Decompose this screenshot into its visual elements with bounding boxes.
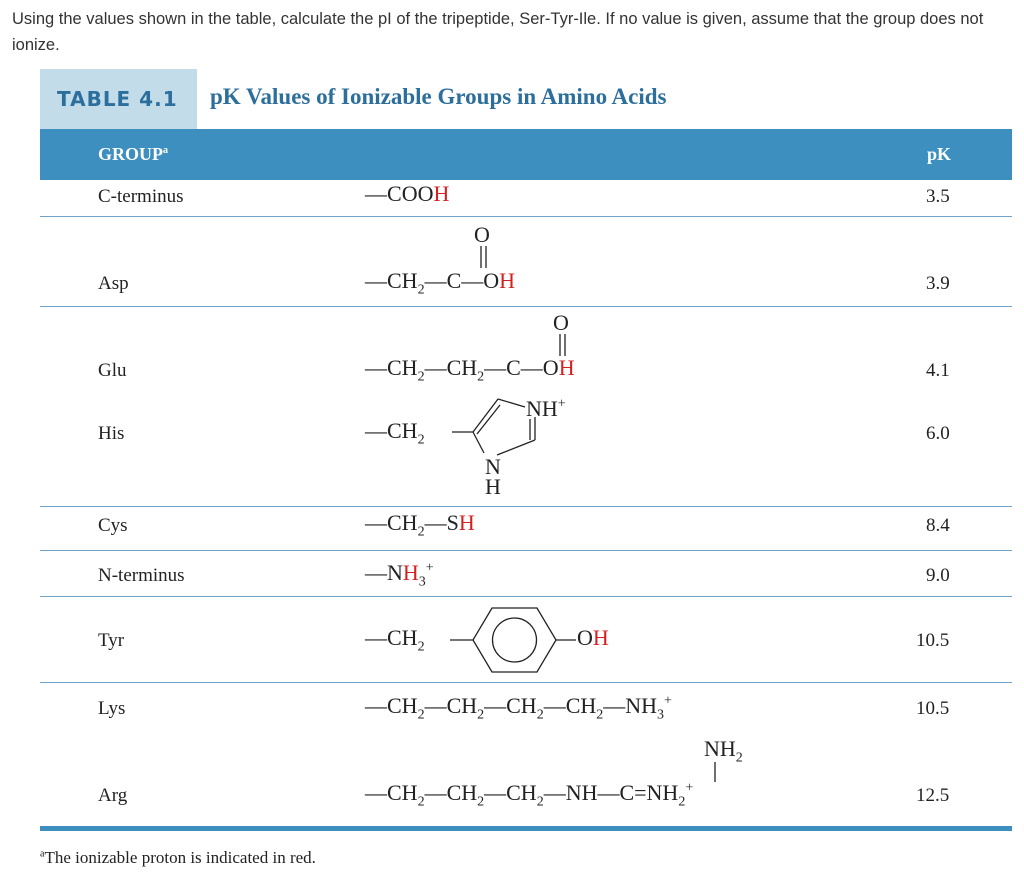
header-group-note: a (163, 145, 168, 156)
formula-sub: 2 (678, 794, 686, 810)
his-nh-plus (526, 396, 566, 422)
ionizable-proton: H (458, 510, 475, 535)
table-footnote (40, 848, 316, 868)
formula-nterminus (365, 560, 434, 590)
header-pk: pK (927, 144, 952, 164)
row-name-nterminus: N-terminus (98, 565, 185, 586)
table-title: pK Values of Ionizable Groups in Amino Acids (210, 84, 667, 109)
formula-sub: 2 (536, 794, 544, 810)
formula-sub: 2 (417, 639, 425, 655)
ionizable-proton: H (433, 181, 450, 206)
row-divider (40, 306, 1012, 307)
arg-single-bond (712, 762, 718, 784)
formula-charge: + (664, 693, 672, 709)
formula-part: —N (365, 560, 403, 585)
table-header-bar (40, 129, 1012, 180)
formula-sub: 3 (418, 574, 426, 590)
row-name-lys: Lys (98, 698, 126, 719)
question-text: Using the values shown in the table, calculate the pI of the tripeptide, Ser-Tyr-Ile. If no value is given, assume that the group does not ionize. (12, 10, 984, 54)
formula-sub: 2 (417, 369, 425, 385)
formula-part: —NH (603, 693, 658, 718)
formula-part: —S (424, 510, 459, 535)
formula-sub: 2 (417, 432, 425, 448)
formula-part: —CH (365, 268, 418, 293)
formula-part: —C—O (484, 355, 559, 380)
row-name-asp: Asp (98, 273, 129, 294)
formula-part: NH (704, 736, 736, 761)
header-group-label: GROUP (98, 144, 163, 164)
row-pk-his: 6.0 (926, 423, 950, 444)
formula-sub: 2 (477, 707, 485, 723)
row-name-his: His (98, 423, 125, 444)
footnote-text: The ionizable proton is indicated in red. (44, 848, 316, 867)
formula-sub: 2 (735, 750, 743, 766)
formula-his (365, 418, 425, 448)
row-pk-arg: 12.5 (916, 785, 950, 806)
carbonyl-oxygen: O (474, 222, 490, 247)
carbonyl-oxygen: O (553, 310, 569, 335)
formula-lys (365, 693, 672, 723)
formula-part: OO (401, 181, 434, 206)
formula-cterminus (365, 181, 449, 207)
formula-part: —CH (424, 780, 478, 805)
header-group (98, 144, 168, 165)
formula-part: —C (365, 181, 402, 206)
formula-part: —CH (365, 418, 418, 443)
row-pk-lys: 10.5 (916, 698, 950, 719)
his-ring-h: H (485, 474, 501, 499)
formula-part: —CH (365, 510, 418, 535)
arg-top-nh2 (704, 736, 743, 766)
formula-tyr (365, 625, 425, 655)
formula-glu (365, 355, 575, 385)
formula-part: —NH—C=NH (543, 780, 679, 805)
formula-part: —CH (424, 355, 478, 380)
formula-sub: 2 (536, 707, 544, 723)
row-divider (40, 550, 1012, 551)
row-name-cterminus: C-terminus (98, 186, 184, 207)
formula-sub: 3 (657, 707, 665, 723)
ionizable-proton: H (558, 355, 575, 380)
formula-charge: + (557, 396, 566, 412)
formula-part: —C—O (424, 268, 500, 293)
formula-part: —CH (365, 355, 418, 380)
row-name-arg: Arg (98, 785, 128, 806)
formula-part: —CH (484, 780, 537, 805)
row-name-tyr: Tyr (98, 630, 125, 651)
formula-sub: 2 (417, 794, 425, 810)
row-pk-tyr: 10.5 (916, 630, 950, 651)
formula-part: NH (526, 396, 558, 421)
row-pk-cterminus: 3.5 (926, 186, 950, 207)
row-divider (40, 596, 1012, 597)
formula-part: —CH (543, 693, 597, 718)
formula-sub: 2 (417, 707, 425, 723)
row-name-cys: Cys (98, 515, 128, 536)
ionizable-proton: H (499, 268, 516, 293)
row-pk-glu: 4.1 (926, 360, 950, 381)
formula-charge: + (425, 560, 434, 576)
table-label: TABLE 4.1 (57, 87, 178, 111)
row-pk-cys: 8.4 (926, 515, 950, 536)
benzene-ring (440, 603, 590, 677)
formula-part: —CH (365, 780, 418, 805)
formula-part: —CH (424, 693, 478, 718)
tyr-oh (577, 625, 609, 651)
row-name-glu: Glu (98, 360, 127, 381)
formula-arg (365, 780, 693, 810)
row-pk-asp: 3.9 (926, 273, 950, 294)
carbonyl-double-bond (478, 246, 490, 270)
formula-asp (365, 268, 515, 298)
formula-part: —CH (365, 693, 418, 718)
formula-cys (365, 510, 475, 540)
his-ring-n: N (485, 454, 501, 479)
ionizable-proton: H (592, 625, 609, 650)
formula-sub: 2 (596, 707, 604, 723)
formula-sub: 2 (417, 282, 425, 298)
row-divider (40, 216, 1012, 217)
table-bottom-rule (40, 826, 1012, 831)
footnote-mark: a (40, 848, 45, 860)
formula-part: —CH (365, 625, 418, 650)
formula-part: O (577, 625, 593, 650)
row-divider (40, 682, 1012, 683)
formula-part: —CH (484, 693, 537, 718)
row-divider (40, 506, 1012, 507)
carbonyl-double-bond (557, 334, 569, 358)
formula-sub: 2 (417, 524, 425, 540)
row-pk-nterminus: 9.0 (926, 565, 950, 586)
formula-sub: 2 (477, 794, 485, 810)
formula-charge: + (685, 780, 694, 796)
ionizable-proton: H (402, 560, 419, 585)
formula-sub: 2 (477, 369, 485, 385)
